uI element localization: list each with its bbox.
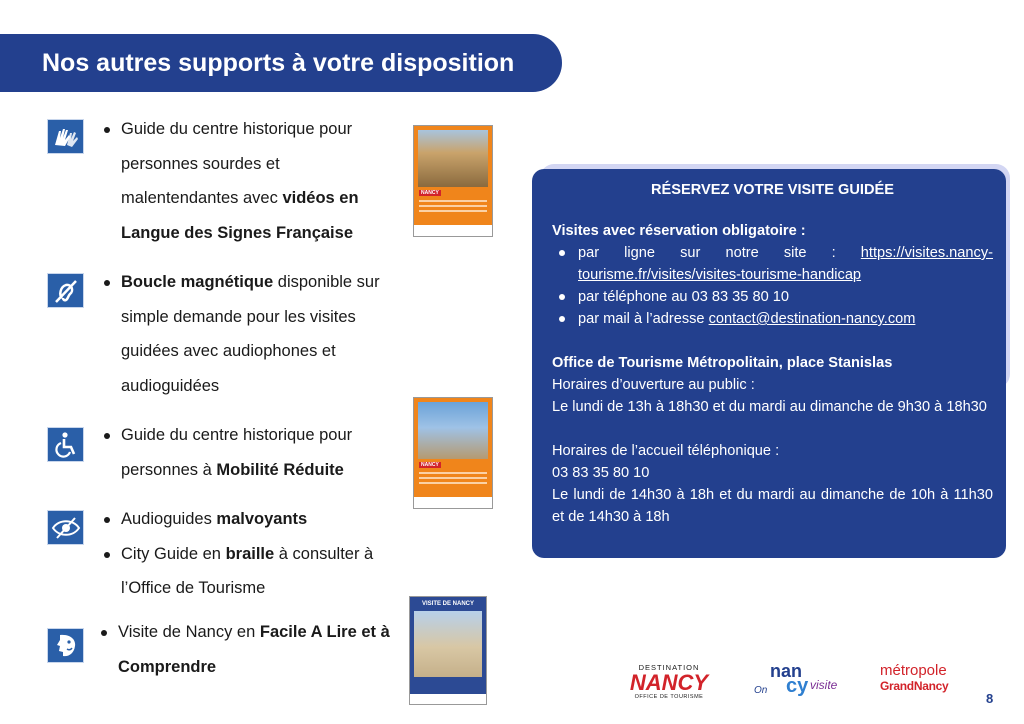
phone-hours-label: Horaires de l’accueil téléphonique :	[552, 443, 780, 459]
booking-mail-item: par mail à l’adresse contact@destination-nancy.com	[578, 308, 993, 330]
office-heading: Office de Tourisme Métropolitain, place Stanislas	[552, 355, 893, 371]
list-item: Audioguides malvoyants	[104, 502, 400, 537]
phone-hours: Le lundi de 14h30 à 18h et du mardi au dimanche de 10h à 11h30 et de 14h30 à 18h	[552, 487, 993, 525]
phone-number: 03 83 35 80 10	[552, 465, 650, 481]
easy-read-icon	[47, 628, 84, 663]
destination-nancy-logo: DESTINATION NANCY OFFICE DE TOURISME	[629, 663, 709, 700]
easy-read-thumbnail-title: VISITE DE NANCY	[421, 601, 474, 607]
list-item: City Guide en braille à consulter à l’Office de Tourisme	[104, 537, 400, 606]
mobility-list	[104, 418, 400, 487]
hearing-loop-icon	[47, 273, 84, 308]
visual-list	[104, 502, 400, 606]
nancy-on-visite-logo: nan cy On visite	[754, 661, 838, 697]
low-vision-icon	[47, 510, 84, 545]
page-title: Nos autres supports à votre disposition	[42, 48, 515, 77]
deaf-guide-thumbnail	[413, 125, 493, 237]
easy-read-thumbnail	[409, 596, 487, 705]
easy-read-list	[101, 615, 397, 684]
opening-hours: Le lundi de 13h à 18h30 et du mardi au dimanche de 9h30 à 18h30	[552, 399, 987, 415]
list-item: Guide du centre historique pour personnes sourdes et malentendantes avec vidéos en Langue des Signes Française	[104, 112, 400, 250]
booking-email-link[interactable]: contact@destination-nancy.com	[708, 311, 916, 327]
sign-language-icon	[47, 119, 84, 154]
list-item: Guide du centre historique pour personnes à Mobilité Réduite	[104, 418, 400, 487]
page-title-banner	[0, 34, 562, 92]
list-item: Boucle magnétique disponible sur simple demande pour les visites guidées avec audiophones et audioguidées	[104, 265, 400, 403]
wheelchair-icon	[47, 427, 84, 462]
booking-web-item: par ligne sur notre site : https://visites.nancy-tourisme.fr/visites/visites-tourisme-handicap	[578, 242, 993, 286]
info-card-title: RÉSERVEZ VOTRE VISITE GUIDÉE	[650, 182, 894, 198]
booking-methods-list	[552, 242, 993, 330]
list-item: Visite de Nancy en Facile A Lire et à Comprendre	[101, 615, 397, 684]
metropole-grand-nancy-logo: métropole GrandNancy	[880, 662, 949, 693]
thumbnail-brand: NANCY	[421, 190, 439, 196]
booking-website-link[interactable]: https://visites.nancy-tourisme.fr/visites/visites-tourisme-handicap	[578, 245, 993, 283]
mobility-guide-thumbnail	[413, 397, 493, 509]
opening-label: Horaires d’ouverture au public :	[552, 377, 755, 393]
booking-heading: Visites avec réservation obligatoire :	[552, 223, 806, 239]
booking-info-card	[532, 169, 1006, 558]
page-number: 8	[986, 691, 994, 706]
deaf-list	[104, 112, 400, 250]
booking-phone-item: par téléphone au 03 83 35 80 10	[578, 286, 993, 308]
hearing-loop-list	[104, 265, 400, 403]
thumbnail-brand: NANCY	[421, 462, 439, 468]
